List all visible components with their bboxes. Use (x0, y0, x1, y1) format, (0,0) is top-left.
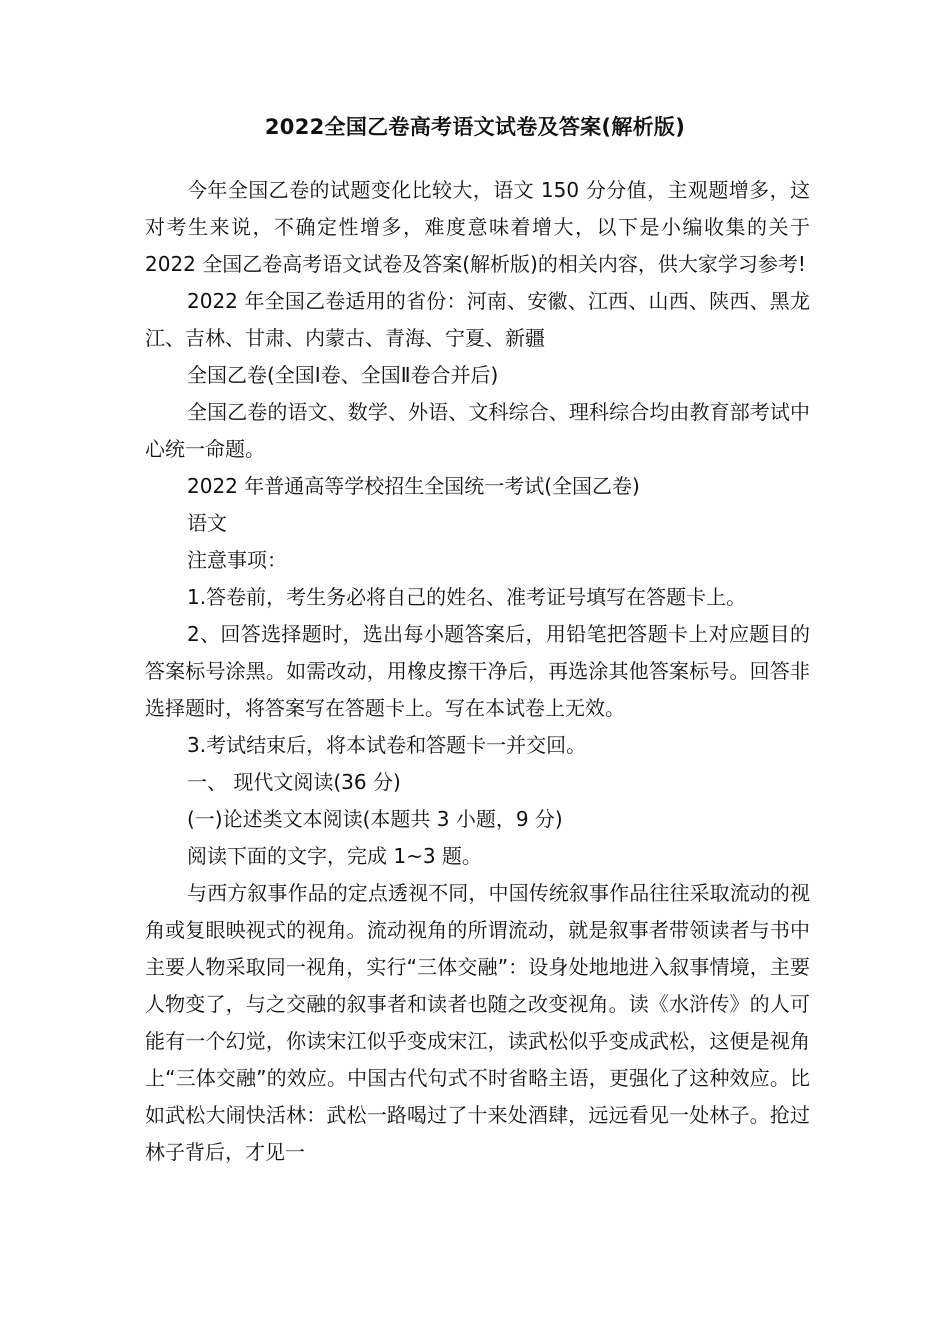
paragraph-reading-instruction: 阅读下面的文字，完成 1~3 题。 (187, 844, 482, 868)
paragraph-subject: 语文 (187, 511, 227, 535)
paragraph-paper-merge: 全国乙卷(全国Ⅰ卷、全国Ⅱ卷合并后) (187, 363, 499, 387)
paragraph-reading-passage: 与西方叙事作品的定点透视不同，中国传统叙事作品往往采取流动的视角或复眼映视式的视角。流动视角的所谓流动，就是叙事者带领读者与书中主要人物采取同一视角，实行“三体交融”：设身处地地进入叙事情境，主要人物变了，与之交融的叙事者和读者也随之改变视角。读《水浒传》的人可能有一个幻觉，你读宋江似乎变成宋江，读武松似乎变成武松，这便是视角上“三体交融”的效应。中国古代句式不时省略主语，更强化了这种效应。比如武松大闹快活林：武松一路喝过了十来处酒肆，远远看见一处林子。抢过林子背后，才见一 (145, 881, 810, 1164)
document-body (145, 172, 810, 1171)
document-title: 2022全国乙卷高考语文试卷及答案(解析版) (264, 115, 686, 139)
paragraph-notice-3: 3.考试结束后，将本试卷和答题卡一并交回。 (187, 733, 587, 757)
paragraph-subsection-heading: (一)论述类文本阅读(本题共 3 小题，9 分) (187, 807, 563, 831)
paragraph-notice-heading: 注意事项： (187, 548, 287, 572)
paragraph-notice-2: 2、回答选择题时，选出每小题答案后，用铅笔把答题卡上对应题目的答案标号涂黑。如需改动，用橡皮擦干净后，再选涂其他答案标号。回答非选择题时，将答案写在答题卡上。写在本试卷上无效。 (145, 622, 810, 720)
paragraph-provinces: 2022 年全国乙卷适用的省份：河南、安徽、江西、山西、陕西、黑龙江、吉林、甘肃、内蒙古、青海、宁夏、新疆 (145, 289, 810, 350)
paragraph-notice-1: 1.答卷前，考生务必将自己的姓名、准考证号填写在答题卡上。 (187, 585, 747, 609)
paragraph-intro: 今年全国乙卷的试题变化比较大，语文 150 分分值，主观题增多，这对考生来说，不确定性增多，难度意味着增大，以下是小编收集的关于 2022 全国乙卷高考语文试卷及答案(解析版)的相关内容，供大家学习参考! (145, 178, 810, 276)
paragraph-exam-name: 2022 年普通高等学校招生全国统一考试(全国乙卷) (187, 474, 640, 498)
paragraph-exam-authority: 全国乙卷的语文、数学、外语、文科综合、理科综合均由教育部考试中心统一命题。 (145, 400, 810, 461)
paragraph-section-heading: 一、 现代文阅读(36 分) (187, 770, 401, 794)
